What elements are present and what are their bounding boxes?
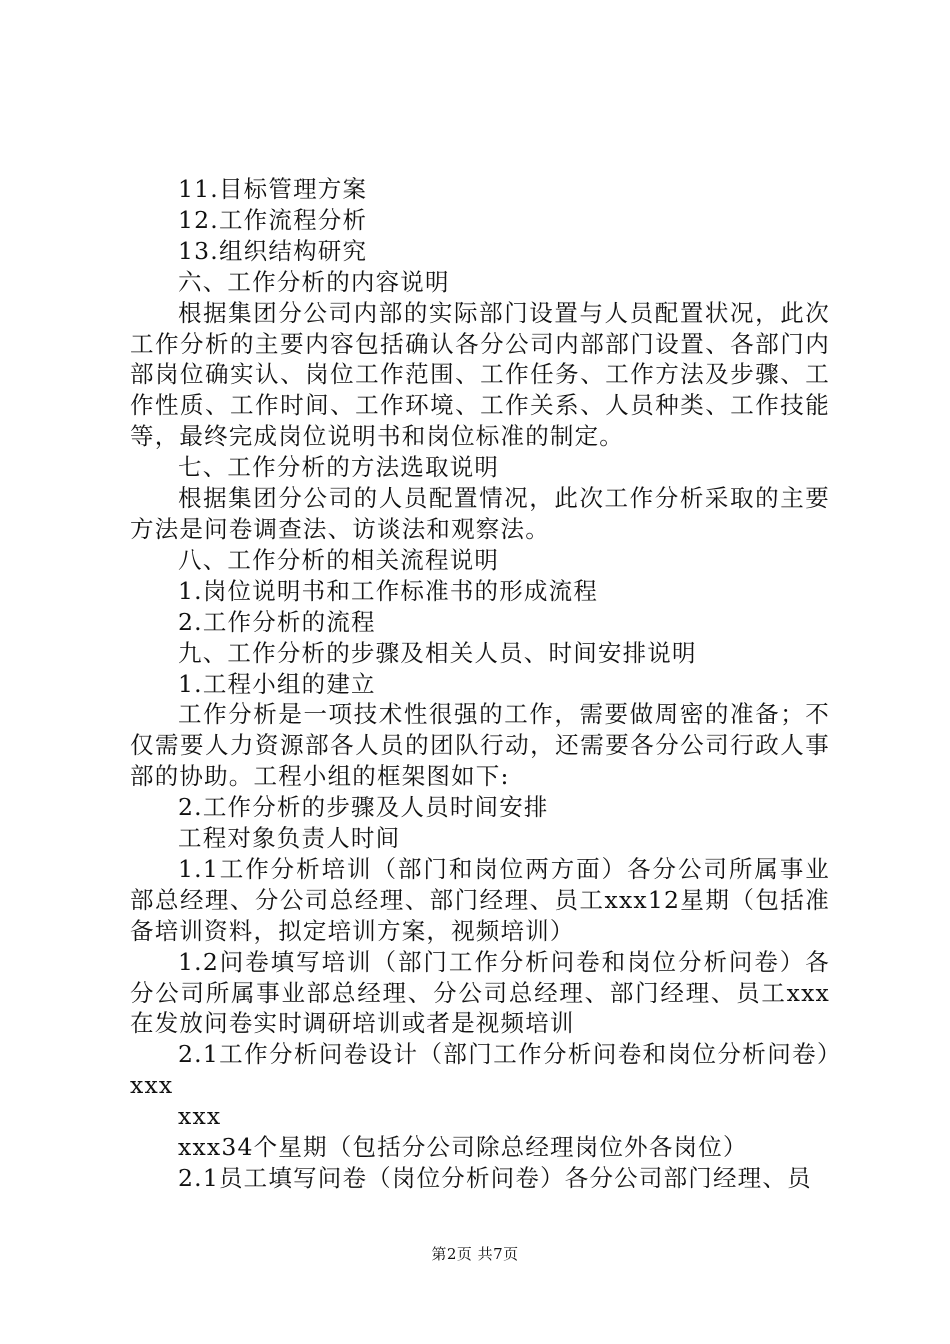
paragraph: 11.目标管理方案 [178, 175, 368, 203]
paragraph: 12.工作流程分析 [178, 205, 368, 234]
page-number: 第2页 共7页 [431, 1245, 519, 1263]
paragraph: 2.工作分析的步骤及人员时间安排 [178, 793, 549, 822]
paragraph: xxx34个星期（包括分公司除总经理岗位外各岗位） [178, 1133, 748, 1162]
paragraph: 1.2问卷填写培训（部门工作分析问卷和岗位分析问卷）各分公司所属事业部总经理、分公司总经理、部门经理、员工xxx在发放问卷实时调研培训或者是视频培训 [130, 947, 830, 1038]
paragraph: 八、工作分析的相关流程说明 [178, 545, 500, 574]
paragraph: 根据集团分公司的人员配置情况，此次工作分析采取的主要方法是问卷调查法、访谈法和观察法。 [130, 484, 830, 543]
paragraph: 九、工作分析的步骤及相关人员、时间安排说明 [178, 638, 697, 667]
paragraph: xxx [178, 1102, 222, 1131]
paragraph: 1.工程小组的建立 [178, 669, 376, 698]
paragraph: 13.组织结构研究 [178, 236, 368, 265]
paragraph: 工作分析是一项技术性很强的工作，需要做周密的准备；不仅需要人力资源部各人员的团队行动，还需要各分公司行政人事部的协助。工程小组的框架图如下: [130, 700, 830, 791]
document-body [130, 174, 830, 1194]
page-footer [0, 1243, 950, 1264]
paragraph: 六、工作分析的内容说明 [178, 267, 450, 296]
paragraph: 七、工作分析的方法选取说明 [178, 453, 500, 482]
paragraph: 2.1工作分析问卷设计（部门工作分析问卷和岗位分析问卷）xxx [130, 1040, 830, 1100]
paragraph: 根据集团分公司内部的实际部门设置与人员配置状况，此次工作分析的主要内容包括确认各分公司内部部门设置、各部门内部岗位确实认、岗位工作范围、工作任务、工作方法及步骤、工作性质、工作时间、工作环境、工作关系、人员种类、工作技能等，最终完成岗位说明书和岗位标准的制定。 [130, 298, 830, 451]
paragraph: 工程对象负责人时间 [178, 824, 401, 853]
paragraph: 2.工作分析的流程 [178, 607, 376, 636]
paragraph: 1.岗位说明书和工作标准书的形成流程 [178, 576, 599, 605]
paragraph: 2.1员工填写问卷（岗位分析问卷）各分公司部门经理、员 [178, 1164, 812, 1192]
paragraph: 1.1工作分析培训（部门和岗位两方面）各分公司所属事业部总经理、分公司总经理、部门经理、员工xxx12星期（包括准备培训资料，拟定培训方案，视频培训） [130, 854, 830, 945]
